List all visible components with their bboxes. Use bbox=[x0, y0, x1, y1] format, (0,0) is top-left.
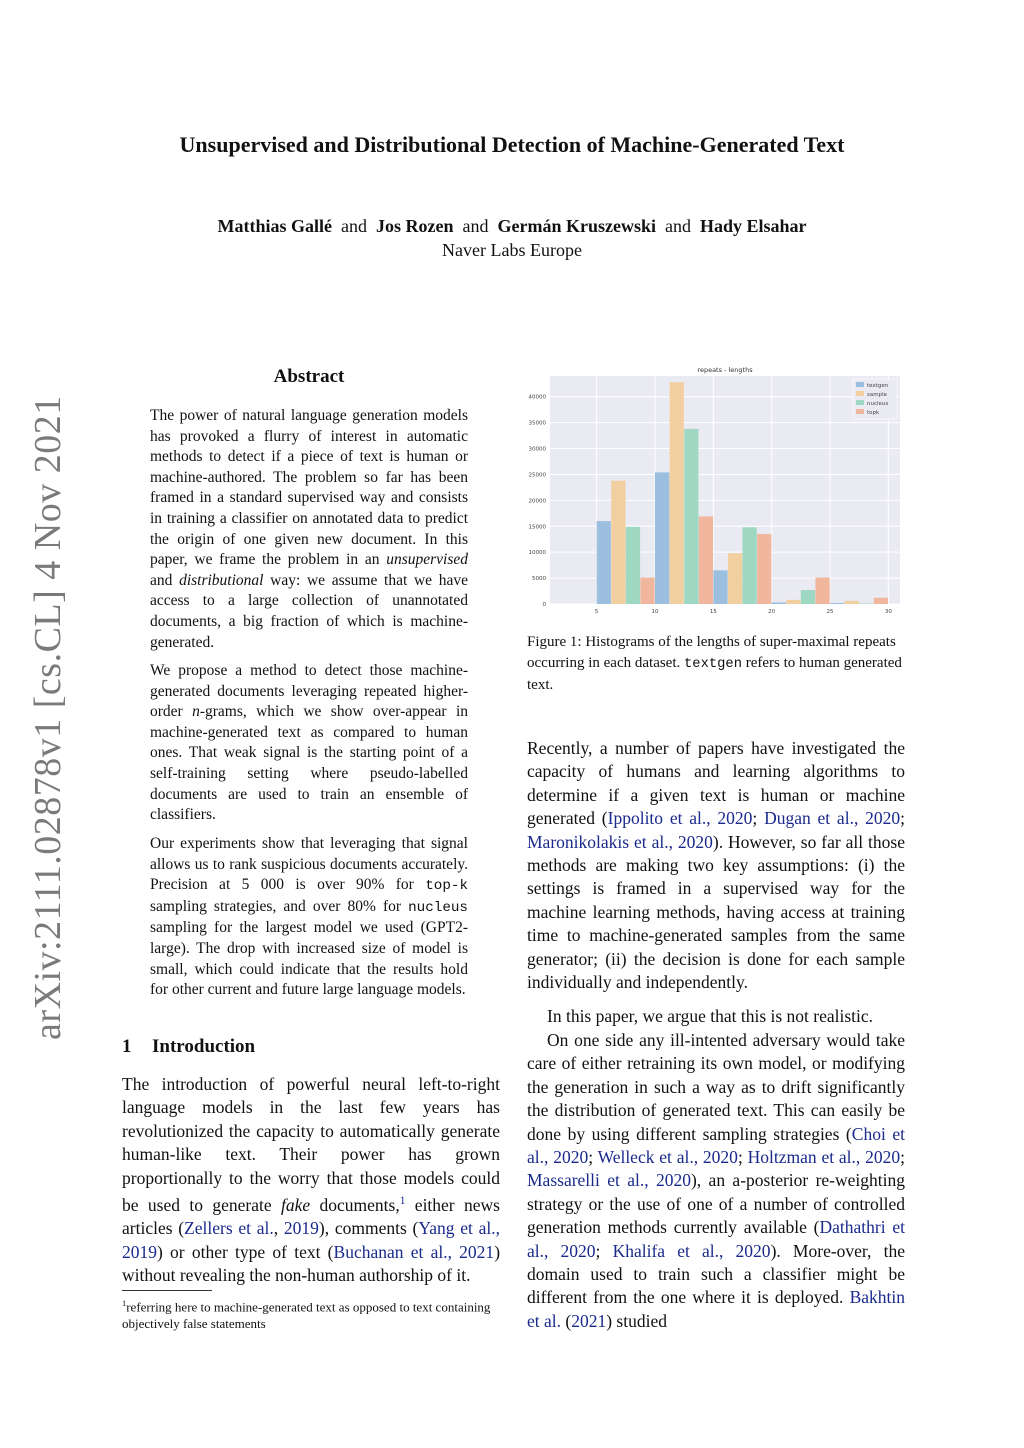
author-2: Jos Rozen bbox=[375, 216, 454, 236]
right-column-paragraph-3: On one side any ill-intented adversary would take care of either retraining its own model, or modifying the generation in such a way as to drift significantly the distribution of generated text. This can easily be done by using different sampling strategies (Choi et al., 2020; Welleck et al., 2020; Holtzman et al., 2020; Massarelli et al., 2020), an a-posterior re-weighting strategy or the use of one of a number of controlled generation methods currently available (Dathathri et al., 2020; Khalifa et al., 2020). More-over, the domain used to train such a classifier might be different from the one where it is deployed. Bakhtin et al. (2021) studied bbox=[527, 1030, 905, 1331]
section-heading-introduction: 1 Introduction bbox=[122, 1036, 256, 1057]
bar-nucleus bbox=[801, 590, 815, 604]
arxiv-identifier: arXiv:2111.02878v1 [cs.CL] 4 Nov 2021 bbox=[27, 395, 69, 1040]
abstract-paragraph-2: We propose a method to detect those machine-generated documents leveraging repeated higher-order n-grams, which we show over-appear in machine-generated text as compared to human ones. That weak signal is the starting point of a self-training setting where pseudo-labelled documents are used to train an ensemble of classifiers. bbox=[150, 662, 468, 824]
bar-nucleus bbox=[859, 603, 873, 604]
legend-label-nucleus: nucleus bbox=[867, 401, 889, 407]
citation-link[interactable]: Ippolito et al., 2020 bbox=[607, 808, 753, 829]
bar-sample bbox=[728, 553, 742, 604]
author-separator: and bbox=[340, 216, 367, 236]
bar-textgen bbox=[597, 521, 611, 604]
y-tick-label: 20000 bbox=[528, 498, 546, 505]
y-tick-label: 15000 bbox=[528, 524, 546, 531]
bar-sample bbox=[845, 601, 859, 604]
x-tick-label: 5 bbox=[594, 609, 599, 615]
bar-topk bbox=[757, 534, 771, 604]
bar-topk bbox=[874, 598, 888, 604]
citation-link[interactable]: Yang et al., 2019 bbox=[122, 1218, 500, 1262]
bar-textgen bbox=[830, 603, 844, 604]
citation-link[interactable]: Holtzman et al., 2020 bbox=[747, 1147, 901, 1168]
introduction-paragraph: The introduction of powerful neural left-to-right language models in the last few years has revolutionized the capacity to automatically generate human-like text. Their power has grown proportionally to the worry that those models could be used to generate fake documents,$^1$ either news articles (Zellers et al., 2019), comments (Yang et al., 2019) or other type of text (Buchanan et al., 2021) without revealing the non-human authorship of it. bbox=[122, 1074, 501, 1286]
citation-link[interactable]: 2021 bbox=[571, 1310, 607, 1331]
author-4: Hady Elsahar bbox=[699, 216, 807, 236]
legend-label-sample: sample bbox=[867, 392, 887, 398]
author-separator: and bbox=[664, 216, 691, 236]
citation-link[interactable]: Dathathri et al., 2020 bbox=[527, 1217, 905, 1261]
legend-swatch-sample bbox=[856, 391, 864, 396]
citation-link[interactable]: Buchanan et al., 2021 bbox=[333, 1241, 495, 1262]
bar-topk bbox=[640, 578, 654, 604]
bar-nucleus bbox=[743, 527, 757, 604]
citation-link[interactable]: Zellers et al. bbox=[184, 1218, 274, 1239]
author-1: Matthias Gallé bbox=[217, 216, 332, 236]
bar-textgen bbox=[713, 570, 727, 604]
footnote-rule bbox=[122, 1290, 212, 1291]
y-tick-label: 5000 bbox=[532, 576, 546, 583]
affiliation: Naver Labs Europe bbox=[442, 240, 582, 260]
footnote-ref[interactable]: 1 bbox=[399, 1195, 406, 1208]
y-tick-label: 35000 bbox=[528, 420, 546, 427]
bar-textgen bbox=[655, 472, 669, 604]
bar-nucleus bbox=[684, 429, 698, 604]
x-tick-label: 20 bbox=[768, 609, 776, 615]
figure-1-caption: Figure 1: Histograms of the lengths of super-maximal repeats occurring in each dataset. textgen refers to human generated text. bbox=[527, 634, 902, 693]
abstract-heading: Abstract bbox=[273, 366, 345, 387]
legend-swatch-nucleus bbox=[856, 400, 864, 405]
bar-sample bbox=[670, 382, 684, 604]
figure-1-histogram bbox=[520, 362, 905, 617]
chart-title: repeats - lengths bbox=[697, 366, 753, 374]
legend-label-textgen: textgen bbox=[867, 383, 889, 389]
author-separator: and bbox=[462, 216, 489, 236]
abstract-paragraph-1: The power of natural language generation models has provoked a flurry of interest in automatic methods to detect if a piece of text is human or machine-authored. The problem so far has been framed in a standard supervised way and consists in training a classifier on annotated data to predict the origin of one given new document. In this paper, we frame the problem in an unsupervised and distributional way: we assume that we have access to a large collection of unannotated documents, a big fraction of which is machine-generated. bbox=[150, 407, 468, 651]
citation-link[interactable]: Maronikolakis et al., 2020 bbox=[527, 831, 713, 852]
bar-topk bbox=[815, 578, 829, 604]
abstract-paragraph-3: Our experiments show that leveraging that signal allows us to rank suspicious documents accurately. Precision at 5 000 is over 90% for top-k sampling strategies, and over 80% for nucleus sampling for the largest model we used (GPT2-large). The drop with increased size of model is small, which could indicate that the results hold for other current and future large language models. bbox=[150, 835, 468, 999]
y-tick-label: 25000 bbox=[528, 472, 546, 479]
citation-link[interactable]: Welleck et al., 2020 bbox=[597, 1147, 738, 1168]
bar-nucleus bbox=[626, 527, 640, 604]
footnote: $^1$referring here to machine-generated text as opposed to text containing objectively false statements bbox=[122, 1298, 491, 1332]
bar-topk bbox=[699, 516, 713, 604]
x-tick-label: 25 bbox=[826, 609, 834, 615]
citation-link[interactable]: Dugan et al., 2020 bbox=[764, 808, 901, 829]
bar-sample bbox=[611, 481, 625, 604]
x-tick-label: 30 bbox=[884, 609, 892, 615]
y-tick-label: 10000 bbox=[528, 550, 546, 557]
bar-textgen bbox=[772, 602, 786, 604]
x-tick-label: 15 bbox=[709, 609, 717, 615]
author-list bbox=[0, 216, 1024, 237]
citation-link[interactable]: 2019 bbox=[283, 1218, 319, 1239]
legend-swatch-topk bbox=[856, 409, 864, 414]
author-3: Germán Kruszewski bbox=[497, 216, 656, 236]
right-column-paragraph-1: Recently, a number of papers have investigated the capacity of humans and learning algorithms to determine if a given text is human or machine generated (Ippolito et al., 2020; Dugan et al., 2020; Maronikolakis et al., 2020). However, so far all those methods are making two key assumptions: (i) the settings is framed in a supervised way for the machine learning methods, having access at training time to machine-generated samples from the same generator; (ii) the decision is done for each sample individually and independently. bbox=[527, 738, 905, 993]
y-tick-label: 30000 bbox=[528, 446, 546, 453]
citation-link[interactable]: Massarelli et al., 2020 bbox=[527, 1170, 691, 1191]
x-tick-label: 10 bbox=[651, 609, 659, 615]
y-tick-label: 0 bbox=[542, 602, 546, 608]
citation-link[interactable]: Bakhtin et al. bbox=[527, 1287, 905, 1331]
bar-sample bbox=[786, 600, 800, 604]
legend-label-topk: topk bbox=[867, 410, 880, 416]
citation-link[interactable]: Khalifa et al., 2020 bbox=[612, 1240, 771, 1261]
citation-link[interactable]: Choi et al., 2020 bbox=[527, 1123, 905, 1168]
legend-swatch-textgen bbox=[856, 382, 864, 387]
right-column-paragraph-2: In this paper, we argue that this is not realistic. bbox=[547, 1006, 874, 1026]
paper-title: Unsupervised and Distributional Detection of Machine-Generated Text bbox=[179, 132, 845, 157]
y-tick-label: 40000 bbox=[528, 394, 546, 401]
